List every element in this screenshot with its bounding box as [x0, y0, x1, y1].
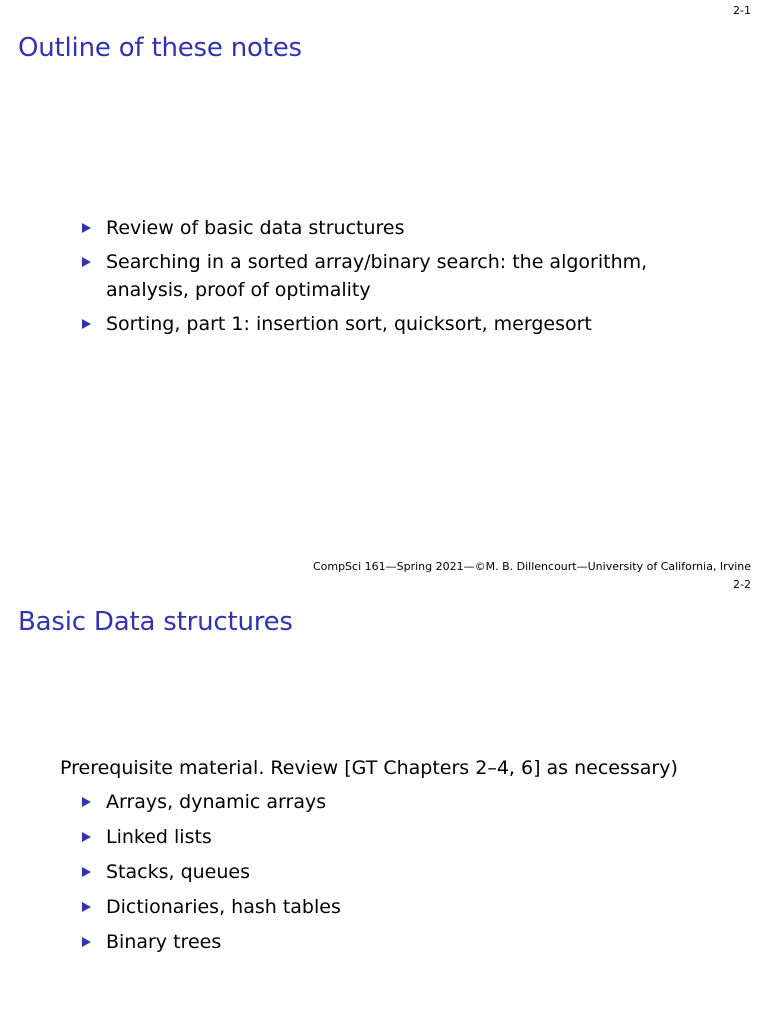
page-number: 2-2 — [733, 578, 751, 591]
list-item-text: Dictionaries, hash tables — [106, 896, 341, 918]
bullet-list — [80, 788, 700, 963]
triangle-bullet-icon — [82, 832, 91, 842]
list-item-text: Sorting, part 1: insertion sort, quicksort, mergesort — [106, 313, 592, 335]
list-item-text: Searching in a sorted array/binary search: the algorithm, analysis, proof of optimality — [106, 251, 648, 301]
page-number: 2-1 — [733, 4, 751, 17]
bullet-list — [80, 214, 700, 344]
list-item — [80, 858, 700, 886]
triangle-bullet-icon — [82, 867, 91, 877]
list-item — [80, 214, 700, 242]
list-item-text: Linked lists — [106, 826, 212, 848]
list-item — [80, 893, 700, 921]
slide-title: Basic Data structures — [18, 607, 293, 637]
list-item-text: Binary trees — [106, 931, 222, 953]
triangle-bullet-icon — [82, 223, 91, 233]
intro-text: Prerequisite material. Review [GT Chapters 2–4, 6] as necessary) — [60, 757, 678, 779]
list-item-text: Review of basic data structures — [106, 217, 405, 239]
list-item — [80, 928, 700, 956]
list-item — [80, 310, 700, 338]
list-item-text: Arrays, dynamic arrays — [106, 791, 327, 813]
list-item-text: Stacks, queues — [106, 861, 251, 883]
triangle-bullet-icon — [82, 257, 91, 267]
list-item — [80, 788, 700, 816]
list-item — [80, 823, 700, 851]
slide-footer: CompSci 161—Spring 2021—©M. B. Dillencourt—University of California, Irvine — [312, 560, 751, 573]
slide-2-2 — [0, 560, 768, 1024]
slide-title: Outline of these notes — [18, 33, 302, 63]
triangle-bullet-icon — [82, 319, 91, 329]
list-item — [80, 248, 700, 304]
triangle-bullet-icon — [82, 902, 91, 912]
triangle-bullet-icon — [82, 937, 91, 947]
triangle-bullet-icon — [82, 797, 91, 807]
